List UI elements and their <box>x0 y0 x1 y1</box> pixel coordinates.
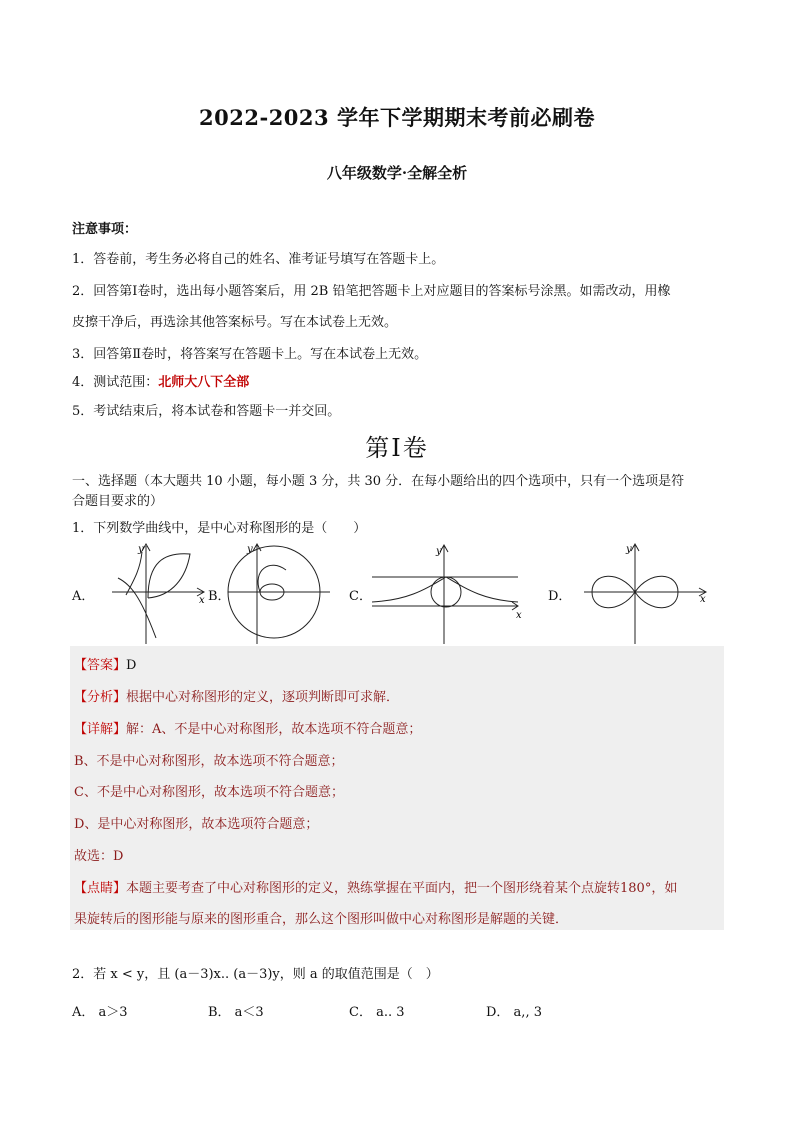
curve-right <box>126 552 142 595</box>
x-axis-label: x <box>199 595 205 606</box>
detail-line-b: B、不是中心对称图形，故本选项不符合题意； <box>74 754 344 769</box>
comment-tag: 【点睛】 <box>74 881 127 896</box>
q2-option-a: A． a＞3 <box>72 1005 128 1020</box>
detail-line-d: D、是中心对称图形，故本选项符合题意； <box>74 817 319 832</box>
comment-line-1 <box>74 877 677 896</box>
q1-figure-b <box>222 540 332 645</box>
x-axis-label: x <box>700 594 706 605</box>
detail-line-c: C、不是中心对称图形，故本选项不符合题意； <box>74 785 344 800</box>
answer-tag: 【答案】 <box>74 658 127 673</box>
section-instruction-2: 合题目要求的） <box>72 494 164 509</box>
q1-option-d-label: D． <box>548 589 572 604</box>
answer-value: D <box>126 658 137 673</box>
analysis-tag: 【分析】 <box>74 690 127 705</box>
q2-option-c: C． a.. 3 <box>349 1005 405 1020</box>
center-circle <box>431 577 461 607</box>
q2-option-b: B． a＜3 <box>208 1005 264 1020</box>
q1-figure-c <box>368 540 523 645</box>
conclusion-line: 故选：D <box>74 849 124 864</box>
comment-text-1: 本题主要考查了中心对称图形的定义，熟练掌握在平面内，把一个图形绕着某个点旋转180°，如 <box>126 881 678 896</box>
q1-stem: 1．下列数学曲线中，是中心对称图形的是（ ） <box>72 521 367 536</box>
y-axis-label: y <box>436 546 442 557</box>
comment-line-2: 果旋转后的图形能与原来的图形重合，那么这个图形叫做中心对称图形是解题的关键． <box>74 912 569 927</box>
detail-tag: 【详解】 <box>74 722 127 737</box>
page-title: 2022-2023 学年下学期期末考前必刷卷 <box>199 105 595 130</box>
q1-option-b-label: B． <box>208 589 231 604</box>
analysis-text: 根据中心对称图形的定义，逐项判断即可求解． <box>126 690 400 705</box>
leaf-curve <box>148 554 190 598</box>
q1-figure-a <box>100 540 210 645</box>
y-axis-label: y <box>138 544 144 555</box>
bell-curve <box>372 577 518 602</box>
q1-figure-d <box>580 540 710 645</box>
section-title: 第Ⅰ卷 <box>365 434 429 462</box>
detail-text: 解：A、不是中心对称图形，故本选项不符合题意； <box>126 722 422 737</box>
notice-item-2: 2．回答第Ⅰ卷时，选出每小题答案后，用 2B 铅笔把答题卡上对应题目的答案标号涂黑。如需改动，用橡 <box>72 284 671 299</box>
q1-option-a-label: A． <box>72 589 95 604</box>
answer-line <box>74 654 136 673</box>
y-axis-label: y <box>247 544 253 555</box>
q2-stem: 2．若 x < y，且 (a－3)x.. (a－3)y，则 a 的取值范围是（ ） <box>72 967 439 982</box>
notice-heading: 注意事项： <box>72 222 138 237</box>
page-subtitle: 八年级数学·全解全析 <box>326 164 468 182</box>
x-axis-label: x <box>516 610 522 621</box>
notice-item-4-prefix: 4．测试范围： <box>72 375 159 390</box>
analysis-line <box>74 686 399 705</box>
curve-left <box>118 578 156 638</box>
notice-item-1: 1．答卷前，考生务必将自己的姓名、准考证号填写在答题卡上。 <box>72 252 445 267</box>
y-axis-label: y <box>626 544 632 555</box>
notice-item-2-cont: 皮擦干净后，再选涂其他答案标号。写在本试卷上无效。 <box>72 315 398 330</box>
q1-option-c-label: C． <box>349 589 372 604</box>
detail-line <box>74 718 421 737</box>
notice-item-4 <box>72 371 249 390</box>
test-range: 北师大八下全部 <box>158 375 250 390</box>
notice-item-3: 3．回答第Ⅱ卷时，将答案写在答题卡上。写在本试卷上无效。 <box>72 347 428 362</box>
notice-item-5: 5．考试结束后，将本试卷和答题卡一并交回。 <box>72 404 341 419</box>
q2-option-d: D． a,, 3 <box>486 1005 542 1020</box>
section-instruction-1: 一、选择题（本大题共 10 小题，每小题 3 分，共 30 分．在每小题给出的四个选项中，只有一个选项是符 <box>72 474 685 489</box>
